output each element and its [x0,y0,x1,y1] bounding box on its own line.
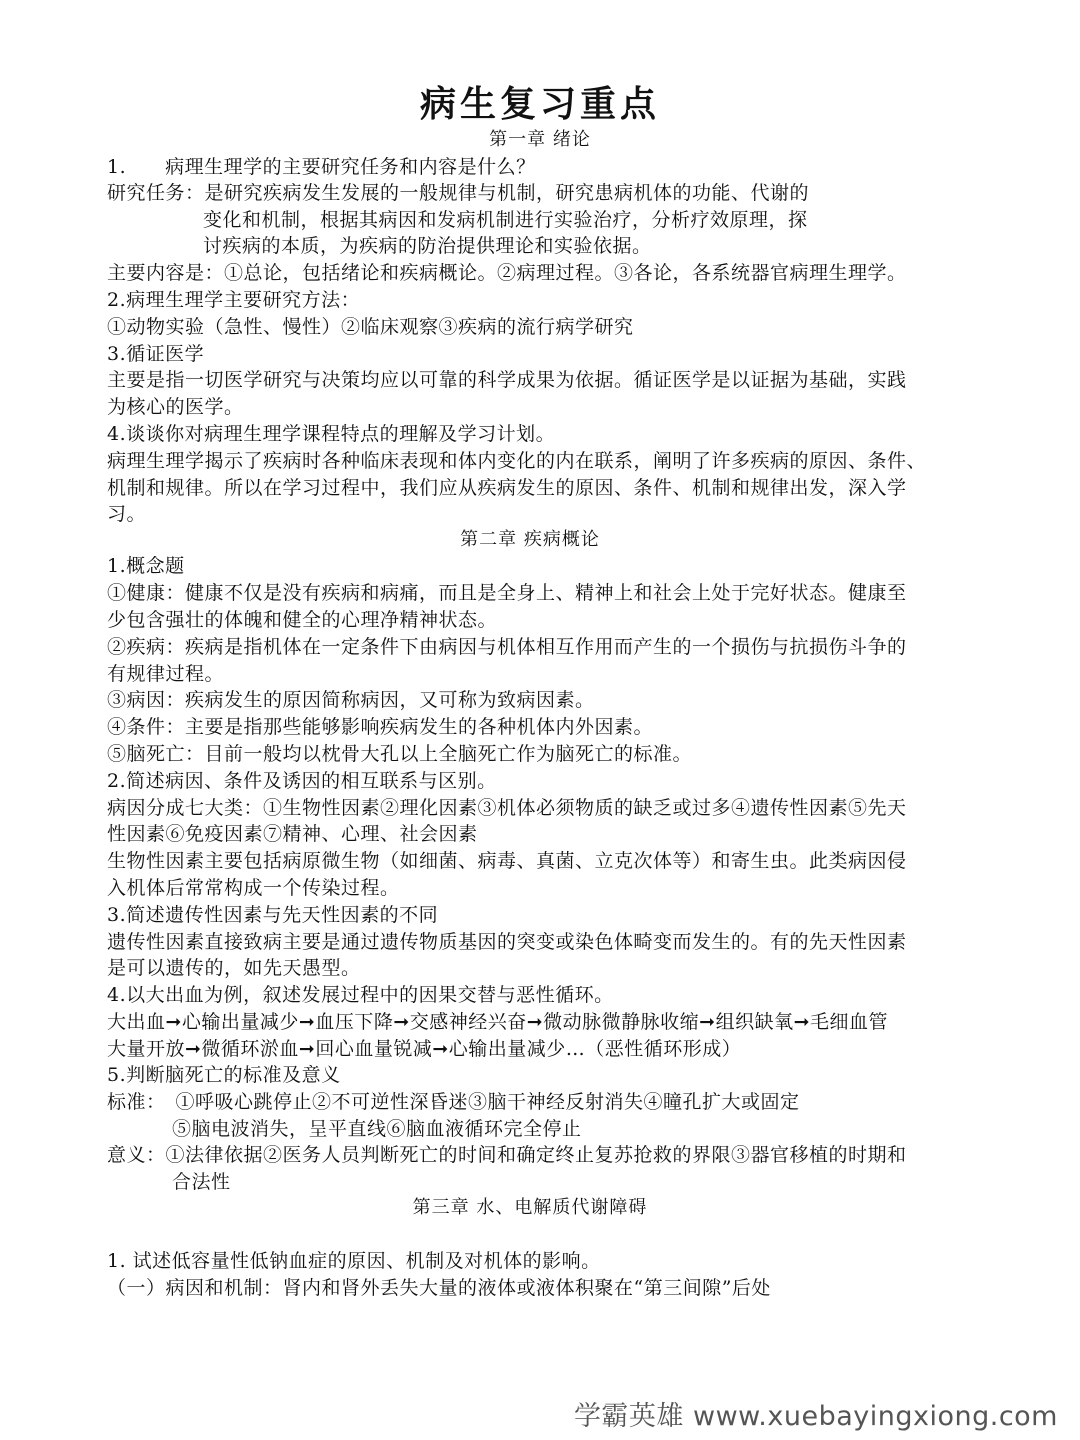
ch1-answer-4-line-1: 病理生理学揭示了疾病时各种临床表现和体内变化的内在联系，阐明了许多疾病的原因、条件、 [107,450,927,472]
ch3-question-1: 1. 试述低容量性低钠血症的原因、机制及对机体的影响。 [107,1250,601,1272]
ch1-question-1: 1. 病理生理学的主要研究任务和内容是什么？ [107,156,536,178]
ch2-concept-brain-death: ⑤脑死亡：目前一般均以枕骨大孔以上全脑死亡作为脑死亡的标准。 [107,743,693,765]
ch1-answer-4-line-2: 机制和规律。所以在学习过程中，我们应从疾病发生的原因、条件、机制和规律出发，深入学 [107,477,907,499]
ch2-question-1: 1.概念题 [107,555,185,577]
ch2-standard-line-1: 标准： ①呼吸心跳停止②不可逆性深昏迷③脑干神经反射消失④瞳孔扩大或固定 [107,1091,800,1113]
ch2-standard-line-2: ⑤脑电波消失，呈平直线⑥脑血液循环完全停止 [172,1118,582,1140]
ch2-answer-4-line-2: 大量开放➞微循环淤血➞回心血量锐减➞心输出量减少…（恶性循环形成） [107,1038,742,1060]
ch1-task-line-2: 变化和机制，根据其病因和发病机制进行实验治疗，分析疗效原理，探 [203,209,808,231]
ch2-concept-disease-line-1: ②疾病：疾病是指机体在一定条件下由病因与机体相互作用而产生的一个损伤与抗损伤斗争的 [107,636,907,658]
ch1-question-3: 3.循证医学 [107,343,205,365]
ch2-question-5: 5.判断脑死亡的标准及意义 [107,1064,341,1086]
ch1-task-line-3: 讨疾病的本质，为疾病的防治提供理论和实验依据。 [203,235,652,257]
ch2-answer-2-line-4: 入机体后常常构成一个传染过程。 [107,877,400,899]
ch2-concept-disease-line-2: 有规律过程。 [107,663,225,685]
chapter-3-heading: 第三章 水、电解质代谢障碍 [412,1197,648,1218]
ch1-answer-3-line-1: 主要是指一切医学研究与决策均应以可靠的科学成果为依据。循证医学是以证据为基础，实践 [107,369,907,391]
ch1-content: 主要内容是：①总论，包括绪论和疾病概论。②病理过程。③各论，各系统器官病理生理学。 [107,262,907,284]
ch3-answer-1-line-1: （一）病因和机制：肾内和肾外丢失大量的液体或液体积聚在“第三间隙”后处 [107,1277,771,1299]
chapter-1-heading: 第一章 绪论 [489,129,591,150]
ch2-answer-2-line-1: 病因分成七大类：①生物性因素②理化因素③机体必须物质的缺乏或过多④遗传性因素⑤先天 [107,797,907,819]
watermark-footer: 学霸英雄 www.xuebayingxiong.com [573,1401,1058,1432]
ch1-question-2: 2.病理生理学主要研究方法： [107,289,361,311]
ch2-concept-health-line-2: 少包含强壮的体魄和健全的心理净精神状态。 [107,609,498,631]
chapter-2-heading: 第二章 疾病概论 [460,529,600,550]
ch1-answer-2: ①动物实验（急性、慢性）②临床观察③疾病的流行病学研究 [107,316,634,338]
document-title: 病生复习重点 [419,84,660,125]
ch2-answer-2-line-2: 性因素⑥免疫因素⑦精神、心理、社会因素 [107,823,478,845]
ch2-answer-2-line-3: 生物性因素主要包括病原微生物（如细菌、病毒、真菌、立克次体等）和寄生虫。此类病因侵 [107,850,907,872]
ch2-question-4: 4.以大出血为例，叙述发展过程中的因果交替与恶性循环。 [107,984,614,1006]
ch1-answer-4-line-3: 习。 [107,503,147,525]
ch2-concept-health-line-1: ①健康：健康不仅是没有疾病和病痛，而且是全身上、精神上和社会上处于完好状态。健康至 [107,582,907,604]
ch2-question-2: 2.简述病因、条件及诱因的相互联系与区别。 [107,770,497,792]
ch2-answer-3-line-2: 是可以遗传的，如先天愚型。 [107,957,361,979]
ch2-concept-cause: ③病因：疾病发生的原因简称病因，又可称为致病因素。 [107,689,595,711]
ch2-concept-condition: ④条件：主要是指那些能够影响疾病发生的各种机体内外因素。 [107,716,654,738]
ch1-answer-3-line-2: 为核心的医学。 [107,396,244,418]
ch2-answer-4-line-1: 大出血➞心输出量减少➞血压下降➞交感神经兴奋➞微动脉微静脉收缩➞组织缺氧➞毛细血管 [107,1011,889,1033]
ch2-answer-3-line-1: 遗传性因素直接致病主要是通过遗传物质基因的突变或染色体畸变而发生的。有的先天性因素 [107,931,907,953]
ch2-question-3: 3.简述遗传性因素与先天性因素的不同 [107,904,439,926]
ch1-question-4: 4.谈谈你对病理生理学课程特点的理解及学习计划。 [107,423,556,445]
ch1-task-line-1: 研究任务：是研究疾病发生发展的一般规律与机制，研究患病机体的功能、代谢的 [107,182,810,204]
ch2-significance-line-2: 合法性 [172,1171,231,1193]
ch2-significance-line-1: 意义：①法律依据②医务人员判断死亡的时间和确定终止复苏抢救的界限③器官移植的时期和 [107,1144,907,1166]
